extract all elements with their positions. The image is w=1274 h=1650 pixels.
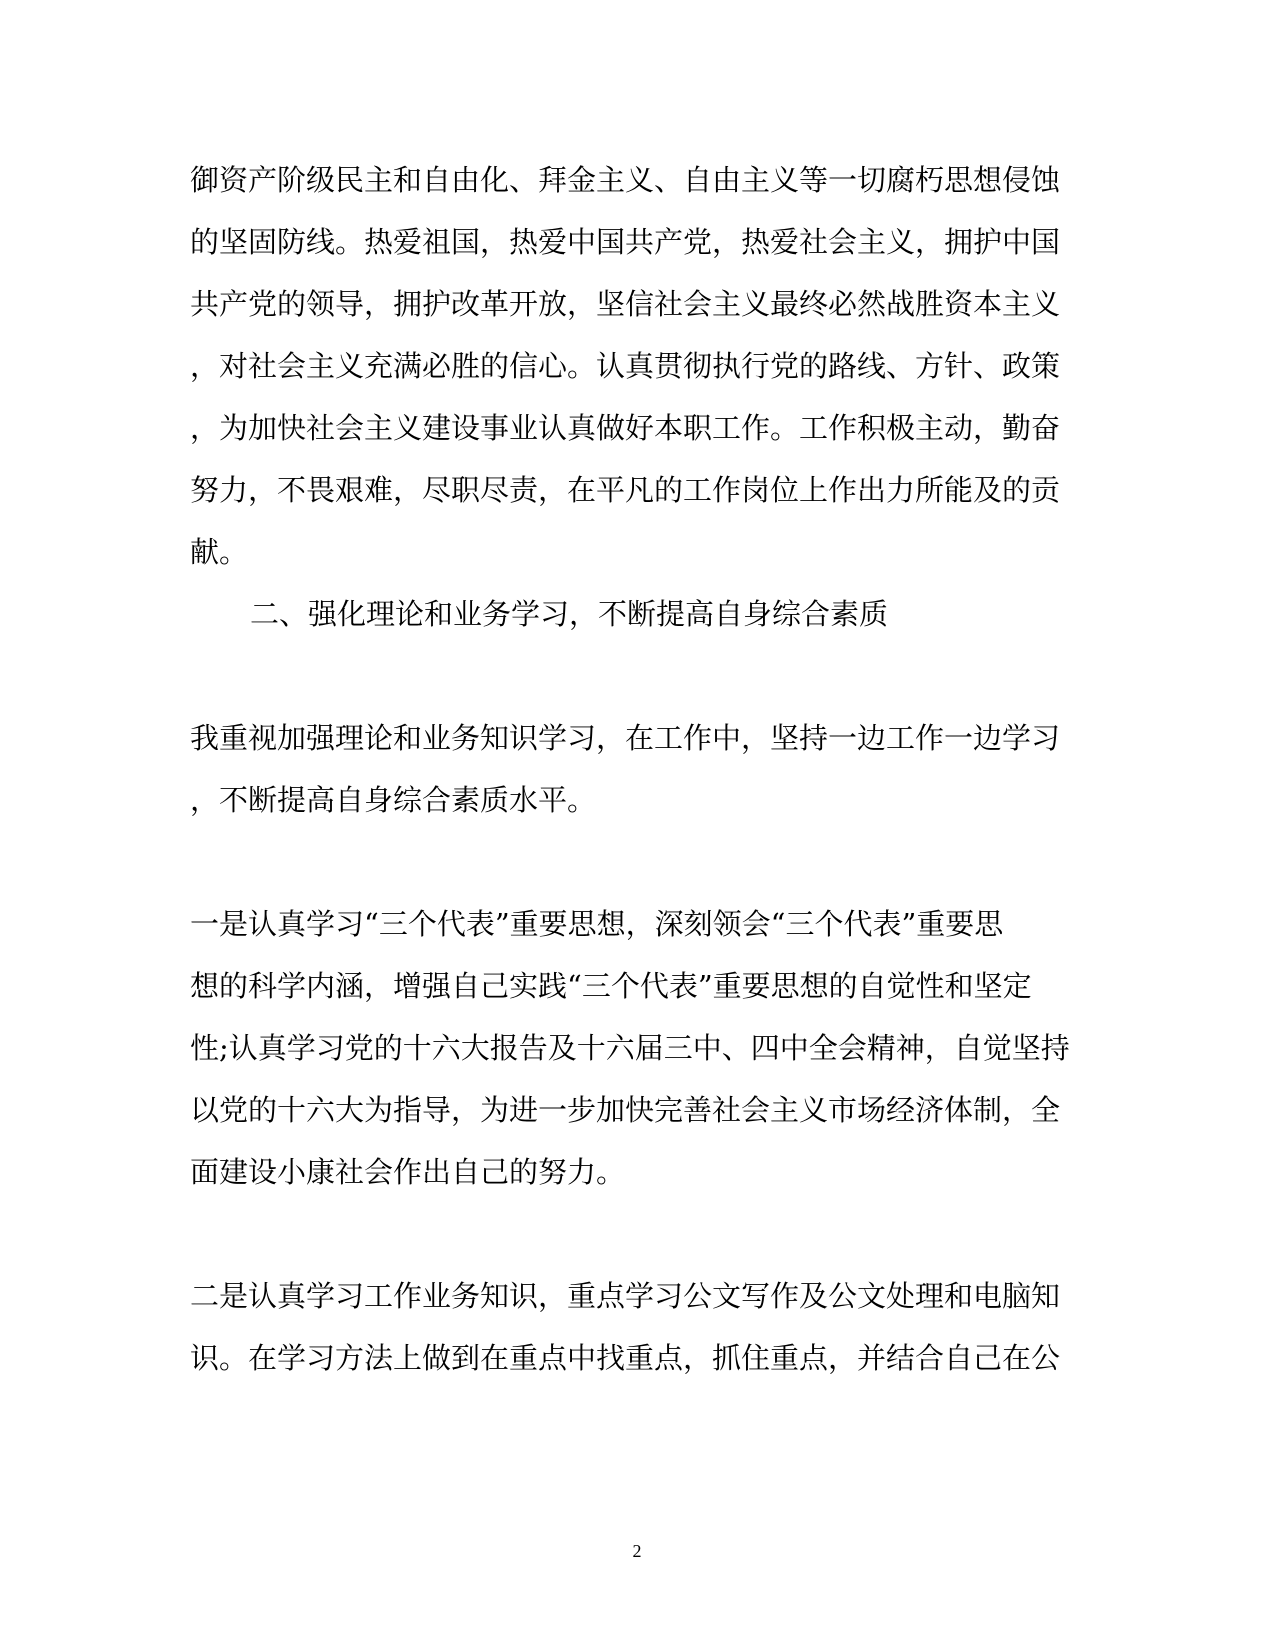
paragraph-1-line-1: 御资产阶级民主和自由化、拜金主义、自由主义等一切腐朽思想侵蚀	[190, 163, 1061, 197]
paragraph-2-line-1: 我重视加强理论和业务知识学习，在工作中，坚持一边工作一边学习	[190, 721, 1061, 755]
paragraph-1-line-6: 努力，不畏艰难，尽职尽责，在平凡的工作岗位上作出力所能及的贡	[190, 473, 1061, 507]
paragraph-1-line-5: ，为加快社会主义建设事业认真做好本职工作。工作积极主动，勤奋	[190, 411, 1061, 445]
paragraph-3-line-5: 面建设小康社会作出自己的努力。	[190, 1155, 626, 1189]
paragraph-4-line-2: 识。在学习方法上做到在重点中找重点，抓住重点，并结合自己在公	[190, 1341, 1061, 1375]
page-number: 2	[632, 1541, 642, 1561]
paragraph-3-line-4: 以党的十六大为指导，为进一步加快完善社会主义市场经济体制，全	[190, 1093, 1061, 1127]
paragraph-3-line-3: 性;认真学习党的十六大报告及十六届三中、四中全会精神，自觉坚持	[190, 1031, 1070, 1065]
paragraph-1-line-3: 共产党的领导，拥护改革开放，坚信社会主义最终必然战胜资本主义	[190, 287, 1061, 321]
paragraph-2-line-2: ，不断提高自身综合素质水平。	[190, 783, 597, 817]
paragraph-1-line-7: 献。	[190, 535, 249, 569]
section-heading-2: 二、强化理论和业务学习，不断提高自身综合素质	[250, 597, 889, 631]
paragraph-4-line-1: 二是认真学习工作业务知识，重点学习公文写作及公文处理和电脑知	[190, 1279, 1061, 1313]
paragraph-3-line-1: 一是认真学习“三个代表”重要思想，深刻领会“三个代表”重要思	[190, 907, 1004, 941]
paragraph-3-line-2: 想的科学内涵，增强自己实践“三个代表”重要思想的自觉性和坚定	[190, 969, 1032, 1003]
paragraph-1-line-4: ，对社会主义充满必胜的信心。认真贯彻执行党的路线、方针、政策	[190, 349, 1061, 383]
paragraph-1-line-2: 的坚固防线。热爱祖国，热爱中国共产党，热爱社会主义，拥护中国	[190, 225, 1061, 259]
